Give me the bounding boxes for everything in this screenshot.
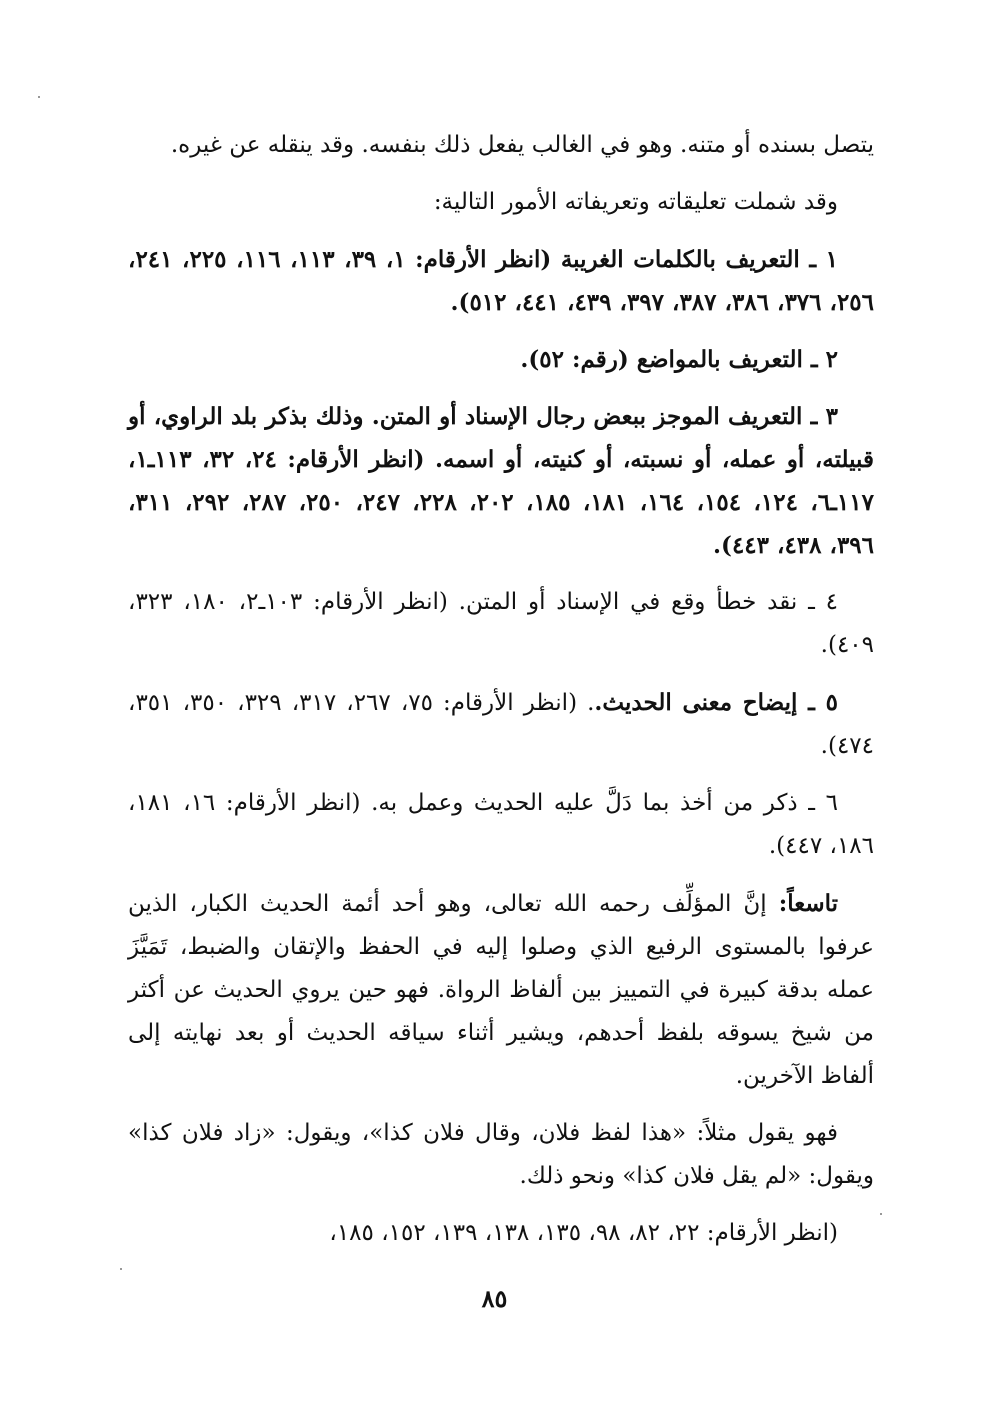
list-item-1: ١ ـ التعريف بالكلمات الغريبة (انظر الأرقام: ١، ٣٩، ١١٣، ١١٦، ٢٢٥، ٢٤١، ٢٥٦، ٣٧٦، ٣٨٦، ٣٨٧، ٣٩٧، ٤٣٩، ٤٤١، ٥١٢). — [128, 246, 874, 316]
paragraph-ninth-text: إنَّ المؤلِّف رحمه الله تعالى، وهو أحد أئمة الحديث الكبار، الذين عرفوا بالمستوى الرفيع الذي وصلوا إليه في الحفظ والإتقان والضبط، تَمَيَّزَ عمله بدقة كبيرة في التمييز بين ألفاظ الرواة. فهو حين يروي الحديث عن أكثر من شيخ يسوقه بلفظ أحدهم، ويشير أثناء سياقه الحديث أو بعد نهايته إلى ألفاظ الآخرين. — [128, 891, 874, 1089]
page-number: ٨٥ — [481, 1284, 508, 1313]
paragraph-references: (انظر الأرقام: ٢٢، ٨٢، ٩٨، ١٣٥، ١٣٨، ١٣٩، ١٥٢، ١٨٥، — [329, 1220, 838, 1246]
list-item-3: ٣ ـ التعريف الموجز ببعض رجال الإسناد أو المتن. وذلك بذكر بلد الراوي، أو قبيلته، أو عمله، أو نسبته، أو كنيته، أو اسمه. (انظر الأرقام: ٢٤، ٣٢، ١١٣ـ١، ١١٧ـ٦، ١٢٤، ١٥٤، ١٦٤، ١٨١، ١٨٥، ٢٠٢، ٢٢٨، ٢٤٧، ٢٥٠، ٢٨٧، ٢٩٢، ٣١١، ٣٩٦، ٤٣٨، ٤٤٣). — [128, 403, 874, 559]
list-item-5-text: . (انظر الأرقام: ٧٥، ٢٦٧، ٣١٧، ٣٢٩، ٣٥٠، ٣٥١، ٤٧٤). — [128, 690, 874, 759]
paragraph-continuation: يتصل بسنده أو متنه. وهو في الغالب يفعل ذلك بنفسه. وقد ينقله عن غيره. — [170, 132, 874, 158]
paragraph-ninth-heading: تاسعاً: — [778, 890, 838, 917]
scan-speck — [880, 1213, 882, 1215]
list-item-4: ٤ ـ نقد خطأ وقع في الإسناد أو المتن. (انظر الأرقام: ١٠٣ـ٢، ١٨٠، ٣٢٣، ٤٠٩). — [128, 589, 874, 658]
paragraph-ninth — [128, 882, 874, 1098]
page-body — [128, 124, 874, 1269]
paragraph-examples: فهو يقول مثلاً: «هذا لفظ فلان، وقال فلان كذا»، ويقول: «زاد فلان كذا» ويقول: «لم يقل فلان كذا» ونحو ذلك. — [128, 1120, 874, 1189]
list-item-5 — [128, 681, 874, 768]
list-item-2: ٢ ـ التعريف بالمواضع (رقم: ٥٢). — [520, 346, 838, 373]
list-item-5-heading: ٥ ـ إيضاح معنى الحديث. — [594, 689, 839, 716]
paragraph-intro: وقد شملت تعليقاته وتعريفاته الأمور التالية: — [433, 189, 838, 215]
scan-speck — [120, 1268, 122, 1270]
scan-speck — [38, 96, 40, 98]
list-item-6: ٦ ـ ذكر من أخذ بما دَلَّ عليه الحديث وعمل به. (انظر الأرقام: ١٦، ١٨١، ١٨٦، ٤٤٧). — [128, 790, 874, 859]
